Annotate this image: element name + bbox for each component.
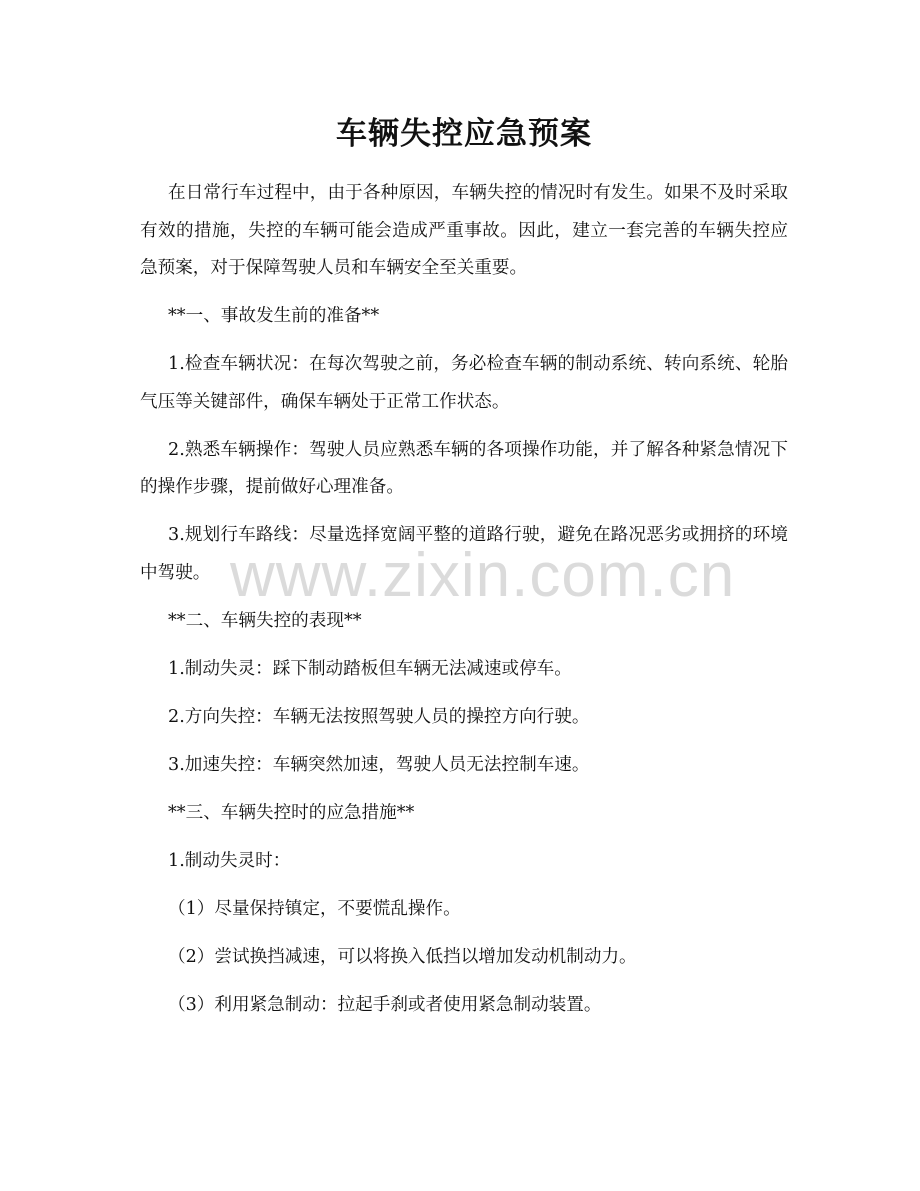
sub-list-item: （2）尝试换挡减速，可以将换入低挡以增加发动机制动力。 (168, 946, 637, 967)
section-heading: **一、事故发生前的准备** (168, 306, 380, 326)
list-item: 3.规划行车路线：尽量选择宽阔平整的道路行驶，避免在路况恶劣或拥挤的环境中驾驶。 (140, 525, 788, 583)
document-title: 车辆失控应急预案 (336, 116, 592, 152)
watermark: www.zixin.com.cn (230, 541, 736, 610)
sub-list-item: （1）尽量保持镇定，不要慌乱操作。 (168, 898, 461, 919)
section-heading: **三、车辆失控时的应急措施** (168, 802, 415, 823)
list-item: 1.制动失灵：踩下制动踏板但车辆无法减速或停车。 (168, 658, 572, 679)
intro-paragraph: 在日常行车过程中，由于各种原因，车辆失控的情况时有发生。如果不及时采取有效的措施，失控的车辆可能会造成严重事故。因此，建立一套完善的车辆失控应急预案，对于保障驾驶人员和车辆安全至关重要。 (140, 183, 788, 278)
list-item: 1.检查车辆状况：在每次驾驶之前，务必检查车辆的制动系统、转向系统、轮胎气压等关键部件，确保车辆处于正常工作状态。 (140, 354, 788, 412)
list-item: 1.制动失灵时： (168, 850, 291, 871)
section-heading: **二、车辆失控的表现** (168, 610, 362, 631)
list-item: 3.加速失控：车辆突然加速，驾驶人员无法控制车速。 (168, 754, 590, 775)
list-item: 2.熟悉车辆操作：驾驶人员应熟悉车辆的各项操作功能，并了解各种紧急情况下的操作步骤，提前做好心理准备。 (140, 439, 788, 497)
document-body (140, 175, 788, 1035)
sub-list-item: （3）利用紧急制动：拉起手刹或者使用紧急制动装置。 (168, 994, 602, 1015)
list-item: 2.方向失控：车辆无法按照驾驶人员的操控方向行驶。 (168, 706, 590, 727)
